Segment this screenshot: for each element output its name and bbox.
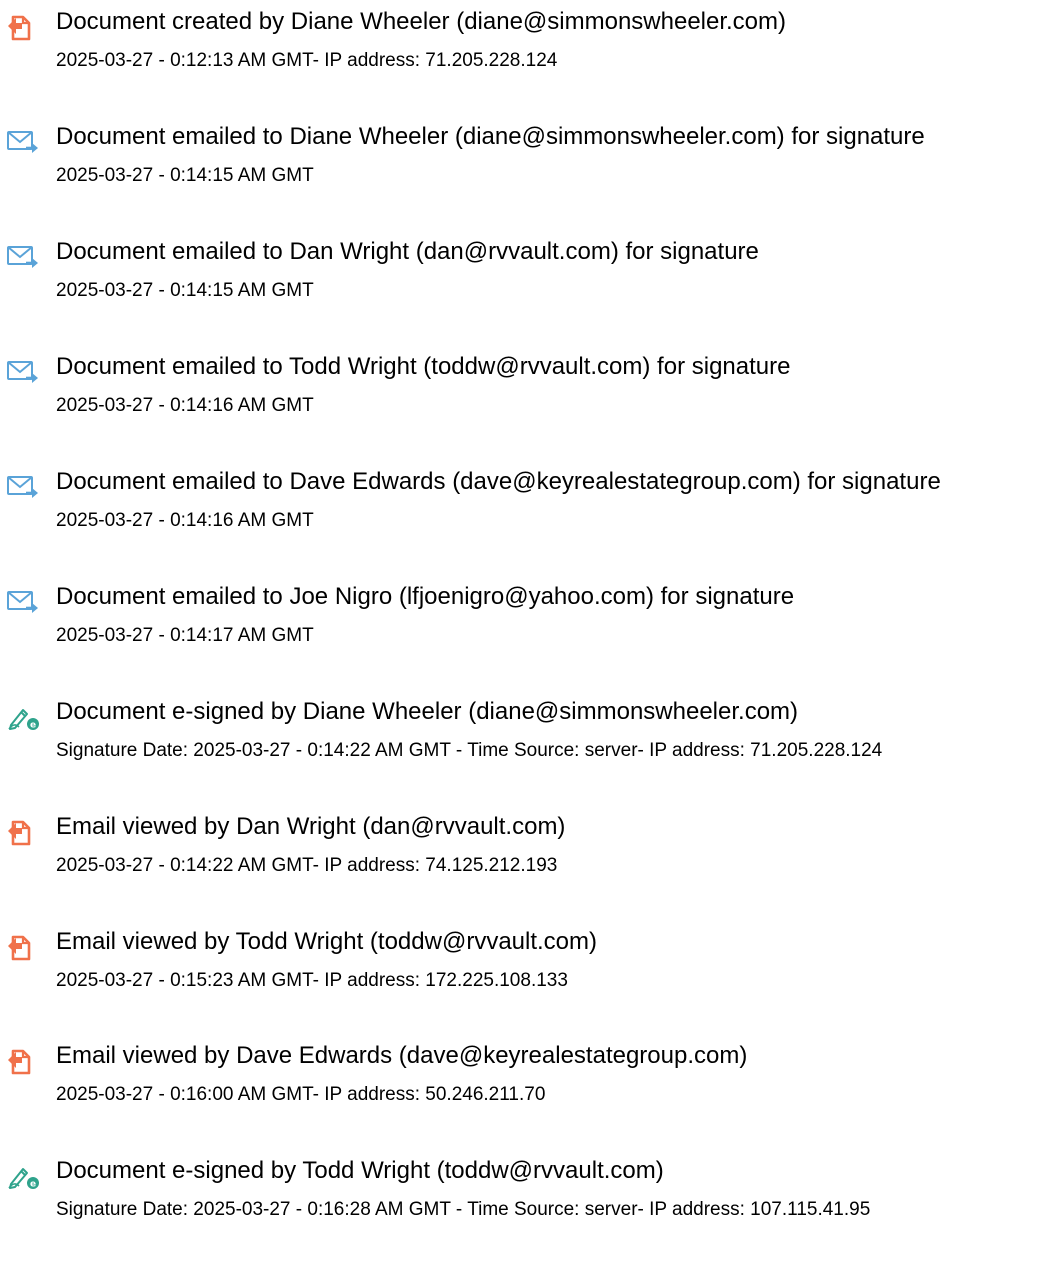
event-detail: 2025-03-27 - 0:14:15 AM GMT xyxy=(56,280,314,301)
audit-event xyxy=(0,7,1041,117)
email-sent-icon xyxy=(6,473,42,501)
audit-event xyxy=(0,927,1041,1037)
audit-event xyxy=(0,1156,1041,1266)
event-detail: Signature Date: 2025-03-27 - 0:16:28 AM GMT - Time Source: server- IP address: 107.115.41.95 xyxy=(56,1199,871,1220)
event-detail: 2025-03-27 - 0:14:16 AM GMT xyxy=(56,395,314,416)
event-title: Email viewed by Todd Wright (toddw@rvvault.com) xyxy=(56,928,598,955)
email-viewed-icon xyxy=(6,933,42,961)
event-detail: 2025-03-27 - 0:14:17 AM GMT xyxy=(56,625,314,646)
audit-event xyxy=(0,697,1041,807)
email-sent-icon xyxy=(6,243,42,271)
document-created-icon xyxy=(6,13,42,41)
email-viewed-icon xyxy=(6,1047,42,1075)
esign-pen-icon xyxy=(6,1162,42,1190)
event-title: Document e-signed by Todd Wright (toddw@rvvault.com) xyxy=(56,1157,664,1184)
event-detail: Signature Date: 2025-03-27 - 0:14:22 AM GMT - Time Source: server- IP address: 71.205.228.124 xyxy=(56,740,883,761)
event-title: Document emailed to Diane Wheeler (diane@simmonswheeler.com) for signature xyxy=(56,123,925,150)
event-title: Document emailed to Joe Nigro (lfjoenigro@yahoo.com) for signature xyxy=(56,583,795,610)
email-sent-icon xyxy=(6,588,42,616)
svg-text:e: e xyxy=(29,1179,37,1190)
event-title: Email viewed by Dave Edwards (dave@keyrealestategroup.com) xyxy=(56,1042,748,1069)
audit-event xyxy=(0,237,1041,347)
event-title: Document created by Diane Wheeler (diane@simmonswheeler.com) xyxy=(56,8,787,35)
audit-event xyxy=(0,122,1041,232)
svg-text:e: e xyxy=(29,720,37,731)
audit-event xyxy=(0,1041,1041,1151)
event-detail: 2025-03-27 - 0:16:00 AM GMT- IP address: 50.246.211.70 xyxy=(56,1084,546,1105)
event-title: Document emailed to Dan Wright (dan@rvvault.com) for signature xyxy=(56,238,759,265)
audit-event xyxy=(0,467,1041,577)
email-viewed-icon xyxy=(6,818,42,846)
event-detail: 2025-03-27 - 0:14:22 AM GMT- IP address: 74.125.212.193 xyxy=(56,855,558,876)
event-detail: 2025-03-27 - 0:15:23 AM GMT- IP address: 172.225.108.133 xyxy=(56,970,568,991)
audit-event xyxy=(0,582,1041,692)
event-title: Document emailed to Dave Edwards (dave@keyrealestategroup.com) for signature xyxy=(56,468,941,495)
event-detail: 2025-03-27 - 0:14:15 AM GMT xyxy=(56,165,314,186)
event-title: Document emailed to Todd Wright (toddw@rvvault.com) for signature xyxy=(56,353,791,380)
event-title: Email viewed by Dan Wright (dan@rvvault.com) xyxy=(56,813,566,840)
email-sent-icon xyxy=(6,128,42,156)
audit-event xyxy=(0,812,1041,922)
email-sent-icon xyxy=(6,358,42,386)
audit-event xyxy=(0,352,1041,462)
event-detail: 2025-03-27 - 0:14:16 AM GMT xyxy=(56,510,314,531)
event-title: Document e-signed by Diane Wheeler (diane@simmonswheeler.com) xyxy=(56,698,799,725)
esign-pen-icon xyxy=(6,703,42,731)
event-detail: 2025-03-27 - 0:12:13 AM GMT- IP address: 71.205.228.124 xyxy=(56,50,558,71)
